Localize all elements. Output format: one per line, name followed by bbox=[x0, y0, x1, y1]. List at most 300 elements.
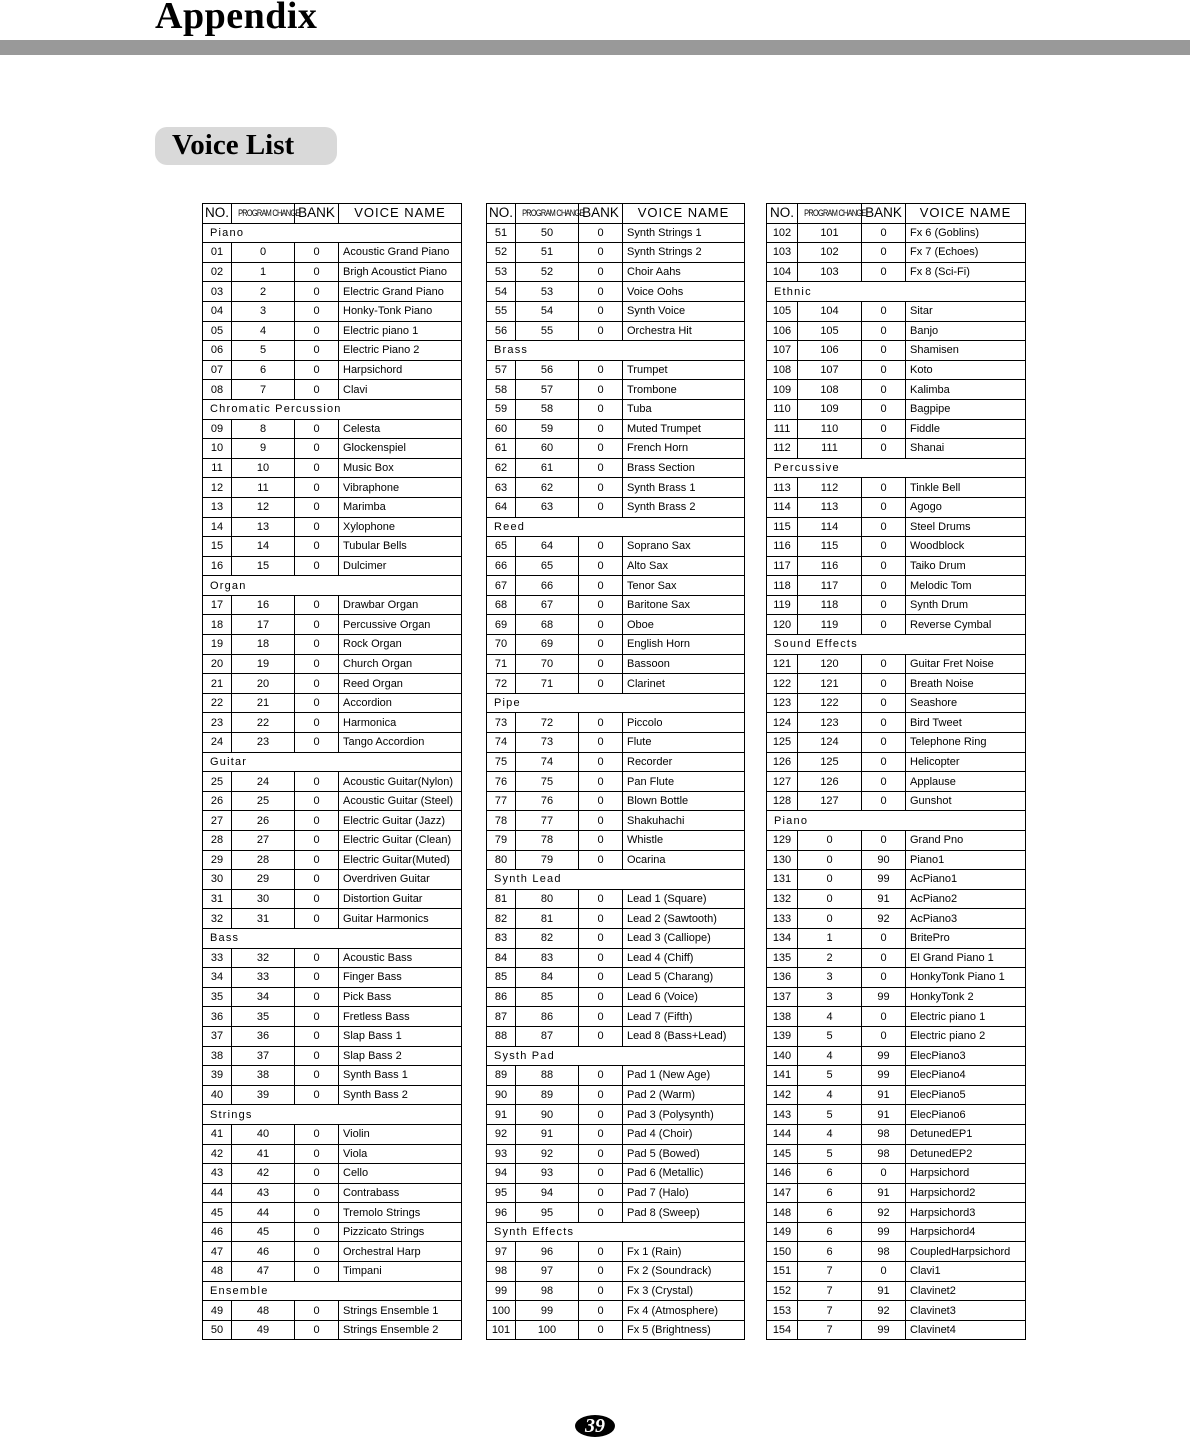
table-row bbox=[767, 1222, 1026, 1242]
voice-name: Acoustic Grand Piano bbox=[339, 243, 462, 263]
table-row bbox=[203, 301, 462, 321]
bank-value: 0 bbox=[862, 654, 906, 674]
program-change-value: 80 bbox=[516, 889, 579, 909]
bank-value: 0 bbox=[862, 948, 906, 968]
voice-number: 90 bbox=[487, 1085, 516, 1105]
voice-name: Harpsichord4 bbox=[906, 1222, 1026, 1242]
bank-value: 0 bbox=[862, 497, 906, 517]
bank-value: 0 bbox=[295, 380, 339, 400]
voice-name: Cello bbox=[339, 1164, 462, 1184]
voice-name: Alto Sax bbox=[623, 556, 745, 576]
bank-value: 0 bbox=[862, 556, 906, 576]
voice-name: Pizzicato Strings bbox=[339, 1222, 462, 1242]
voice-number: 17 bbox=[203, 595, 232, 615]
voice-number: 58 bbox=[487, 380, 516, 400]
voice-name: ElecPiano4 bbox=[906, 1066, 1026, 1086]
bank-value: 0 bbox=[579, 987, 623, 1007]
bank-value: 0 bbox=[862, 360, 906, 380]
bank-value: 0 bbox=[295, 987, 339, 1007]
voice-number: 24 bbox=[203, 733, 232, 753]
program-change-value: 105 bbox=[798, 321, 862, 341]
voice-name: Violin bbox=[339, 1124, 462, 1144]
voice-name: Soprano Sax bbox=[623, 537, 745, 557]
bank-value: 0 bbox=[295, 341, 339, 361]
program-change-value: 0 bbox=[798, 831, 862, 851]
bank-value: 0 bbox=[579, 831, 623, 851]
voice-number: 103 bbox=[767, 243, 798, 263]
bank-value: 0 bbox=[862, 321, 906, 341]
bank-value: 0 bbox=[295, 537, 339, 557]
bank-value: 0 bbox=[579, 772, 623, 792]
table-row bbox=[487, 380, 745, 400]
voice-name: Lead 8 (Bass+Lead) bbox=[623, 1026, 745, 1046]
bank-value: 0 bbox=[862, 380, 906, 400]
voice-number: 79 bbox=[487, 831, 516, 851]
program-change-value: 0 bbox=[798, 870, 862, 890]
section-heading-box bbox=[155, 127, 337, 165]
voice-name: Timpani bbox=[339, 1262, 462, 1282]
voice-number: 141 bbox=[767, 1066, 798, 1086]
program-change-value: 4 bbox=[798, 1085, 862, 1105]
voice-name: Fx 5 (Brightness) bbox=[623, 1320, 745, 1340]
table-row bbox=[767, 1105, 1026, 1125]
table-row bbox=[203, 889, 462, 909]
table-row bbox=[767, 1301, 1026, 1321]
voice-number: 25 bbox=[203, 772, 232, 792]
voice-number: 61 bbox=[487, 439, 516, 459]
bank-value: 0 bbox=[579, 1105, 623, 1125]
table-row bbox=[203, 458, 462, 478]
bank-value: 0 bbox=[579, 243, 623, 263]
program-change-value: 71 bbox=[516, 674, 579, 694]
bank-value: 0 bbox=[579, 1144, 623, 1164]
table-row bbox=[487, 674, 745, 694]
bank-value: 0 bbox=[295, 1320, 339, 1340]
voice-name: Fx 3 (Crystal) bbox=[623, 1281, 745, 1301]
bank-value: 99 bbox=[862, 1046, 906, 1066]
voice-name: Blown Bottle bbox=[623, 791, 745, 811]
voice-number: 11 bbox=[203, 458, 232, 478]
bank-value: 0 bbox=[579, 1262, 623, 1282]
bank-value: 0 bbox=[862, 968, 906, 988]
voice-number: 120 bbox=[767, 615, 798, 635]
table-row bbox=[203, 282, 462, 302]
voice-number: 78 bbox=[487, 811, 516, 831]
program-change-value: 112 bbox=[798, 478, 862, 498]
category-label: Systh Pad bbox=[487, 1046, 745, 1066]
program-change-value: 75 bbox=[516, 772, 579, 792]
voice-name: DetunedEP1 bbox=[906, 1124, 1026, 1144]
voice-name: Clarinet bbox=[623, 674, 745, 694]
table-row bbox=[203, 1144, 462, 1164]
table-row bbox=[203, 1007, 462, 1027]
category-label: Synth Lead bbox=[487, 870, 745, 890]
voice-number: 29 bbox=[203, 850, 232, 870]
voice-name: Voice Oohs bbox=[623, 282, 745, 302]
bank-value: 0 bbox=[295, 1144, 339, 1164]
voice-number: 124 bbox=[767, 713, 798, 733]
program-change-value: 20 bbox=[232, 674, 295, 694]
table-row bbox=[487, 772, 745, 792]
program-change-value: 25 bbox=[232, 791, 295, 811]
voice-name: Synth Bass 2 bbox=[339, 1085, 462, 1105]
table-row bbox=[487, 635, 745, 655]
program-change-value: 59 bbox=[516, 419, 579, 439]
voice-name: Rock Organ bbox=[339, 635, 462, 655]
voice-name: Choir Aahs bbox=[623, 262, 745, 282]
voice-number: 145 bbox=[767, 1144, 798, 1164]
bank-value: 0 bbox=[295, 654, 339, 674]
program-change-value: 26 bbox=[232, 811, 295, 831]
voice-number: 18 bbox=[203, 615, 232, 635]
voice-name: CoupledHarpsichord bbox=[906, 1242, 1026, 1262]
program-change-value: 49 bbox=[232, 1320, 295, 1340]
bank-value: 0 bbox=[579, 889, 623, 909]
voice-number: 97 bbox=[487, 1242, 516, 1262]
program-change-value: 2 bbox=[232, 282, 295, 302]
bank-value: 0 bbox=[295, 1164, 339, 1184]
voice-number: 109 bbox=[767, 380, 798, 400]
bank-value: 0 bbox=[579, 615, 623, 635]
bank-value: 0 bbox=[862, 1026, 906, 1046]
bank-value: 91 bbox=[862, 1183, 906, 1203]
table-row bbox=[487, 497, 745, 517]
table-row bbox=[487, 537, 745, 557]
voice-number: 87 bbox=[487, 1007, 516, 1027]
program-change-value: 87 bbox=[516, 1026, 579, 1046]
program-change-value: 16 bbox=[232, 595, 295, 615]
voice-name: Trumpet bbox=[623, 360, 745, 380]
voice-name: Finger Bass bbox=[339, 968, 462, 988]
program-change-value: 3 bbox=[798, 968, 862, 988]
voice-table-2 bbox=[486, 203, 745, 1340]
program-change-value: 9 bbox=[232, 439, 295, 459]
program-change-value: 4 bbox=[232, 321, 295, 341]
voice-name: Breath Noise bbox=[906, 674, 1026, 694]
program-change-value: 126 bbox=[798, 772, 862, 792]
voice-name: Bassoon bbox=[623, 654, 745, 674]
table-row bbox=[487, 1301, 745, 1321]
voice-name: Synth Bass 1 bbox=[339, 1066, 462, 1086]
voice-number: 102 bbox=[767, 223, 798, 243]
voice-number: 21 bbox=[203, 674, 232, 694]
category-row bbox=[767, 458, 1026, 478]
table-row bbox=[487, 1183, 745, 1203]
voice-number: 112 bbox=[767, 439, 798, 459]
program-change-value: 117 bbox=[798, 576, 862, 596]
bank-value: 0 bbox=[579, 635, 623, 655]
table-row bbox=[203, 948, 462, 968]
voice-number: 16 bbox=[203, 556, 232, 576]
program-change-value: 53 bbox=[516, 282, 579, 302]
voice-number: 84 bbox=[487, 948, 516, 968]
voice-number: 96 bbox=[487, 1203, 516, 1223]
bank-value: 0 bbox=[295, 870, 339, 890]
program-change-value: 58 bbox=[516, 399, 579, 419]
program-change-value: 35 bbox=[232, 1007, 295, 1027]
bank-value: 0 bbox=[579, 1066, 623, 1086]
table-row bbox=[767, 1007, 1026, 1027]
table-row bbox=[487, 987, 745, 1007]
voice-name: Baritone Sax bbox=[623, 595, 745, 615]
voice-number: 119 bbox=[767, 595, 798, 615]
voice-number: 31 bbox=[203, 889, 232, 909]
voice-number: 135 bbox=[767, 948, 798, 968]
voice-number: 98 bbox=[487, 1262, 516, 1282]
table-row bbox=[767, 243, 1026, 263]
table-row bbox=[487, 1026, 745, 1046]
voice-number: 09 bbox=[203, 419, 232, 439]
table-row bbox=[487, 576, 745, 596]
bank-value: 0 bbox=[295, 635, 339, 655]
voice-number: 49 bbox=[203, 1301, 232, 1321]
table-row bbox=[767, 223, 1026, 243]
bank-value: 99 bbox=[862, 987, 906, 1007]
bank-value: 0 bbox=[862, 1262, 906, 1282]
table-header-row bbox=[767, 204, 1026, 224]
voice-name: Clavi1 bbox=[906, 1262, 1026, 1282]
voice-name: Fx 6 (Goblins) bbox=[906, 223, 1026, 243]
table-row bbox=[767, 478, 1026, 498]
category-label: Strings bbox=[203, 1105, 462, 1125]
bank-value: 92 bbox=[862, 1301, 906, 1321]
table-row bbox=[767, 713, 1026, 733]
bank-value: 0 bbox=[579, 1301, 623, 1321]
bank-value: 0 bbox=[295, 478, 339, 498]
bank-value: 0 bbox=[295, 831, 339, 851]
program-change-value: 102 bbox=[798, 243, 862, 263]
voice-name: Orchestra Hit bbox=[623, 321, 745, 341]
voice-number: 33 bbox=[203, 948, 232, 968]
table-row bbox=[487, 850, 745, 870]
bank-value: 92 bbox=[862, 1203, 906, 1223]
program-change-value: 7 bbox=[798, 1262, 862, 1282]
table-row bbox=[487, 654, 745, 674]
voice-number: 50 bbox=[203, 1320, 232, 1340]
bank-value: 90 bbox=[862, 850, 906, 870]
voice-number: 100 bbox=[487, 1301, 516, 1321]
program-change-value: 1 bbox=[798, 928, 862, 948]
program-change-value: 67 bbox=[516, 595, 579, 615]
voice-name: Koto bbox=[906, 360, 1026, 380]
bank-value: 0 bbox=[579, 733, 623, 753]
table-row bbox=[767, 1281, 1026, 1301]
table-row bbox=[767, 1164, 1026, 1184]
bank-value: 99 bbox=[862, 1222, 906, 1242]
voice-number: 01 bbox=[203, 243, 232, 263]
table-row bbox=[487, 1066, 745, 1086]
program-change-value: 5 bbox=[798, 1066, 862, 1086]
voice-name: Bird Tweet bbox=[906, 713, 1026, 733]
table-row bbox=[767, 889, 1026, 909]
voice-number: 136 bbox=[767, 968, 798, 988]
table-row bbox=[203, 595, 462, 615]
voice-name: Acoustic Guitar (Steel) bbox=[339, 791, 462, 811]
voice-number: 38 bbox=[203, 1046, 232, 1066]
bank-value: 0 bbox=[295, 1183, 339, 1203]
voice-name: Acoustic Guitar(Nylon) bbox=[339, 772, 462, 792]
voice-name: Overdriven Guitar bbox=[339, 870, 462, 890]
program-change-value: 90 bbox=[516, 1105, 579, 1125]
voice-name: Pad 8 (Sweep) bbox=[623, 1203, 745, 1223]
table-row bbox=[767, 341, 1026, 361]
voice-number: 26 bbox=[203, 791, 232, 811]
voice-number: 80 bbox=[487, 850, 516, 870]
category-row bbox=[487, 1222, 745, 1242]
col-no-header: NO. bbox=[203, 204, 232, 224]
voice-name: Tinkle Bell bbox=[906, 478, 1026, 498]
program-change-value: 39 bbox=[232, 1085, 295, 1105]
table-row bbox=[487, 439, 745, 459]
program-change-value: 111 bbox=[798, 439, 862, 459]
voice-number: 59 bbox=[487, 399, 516, 419]
bank-value: 0 bbox=[579, 713, 623, 733]
voice-number: 51 bbox=[487, 223, 516, 243]
program-change-value: 70 bbox=[516, 654, 579, 674]
category-label: Guitar bbox=[203, 752, 462, 772]
program-change-value: 65 bbox=[516, 556, 579, 576]
voice-number: 104 bbox=[767, 262, 798, 282]
voice-name: Banjo bbox=[906, 321, 1026, 341]
program-change-value: 0 bbox=[232, 243, 295, 263]
bank-value: 0 bbox=[579, 458, 623, 478]
program-change-value: 4 bbox=[798, 1124, 862, 1144]
voice-name: Honky-Tonk Piano bbox=[339, 301, 462, 321]
program-change-value: 28 bbox=[232, 850, 295, 870]
table-row bbox=[767, 399, 1026, 419]
bank-value: 0 bbox=[579, 752, 623, 772]
program-change-value: 7 bbox=[798, 1301, 862, 1321]
bank-value: 0 bbox=[579, 576, 623, 596]
table-row bbox=[767, 380, 1026, 400]
bank-value: 91 bbox=[862, 1281, 906, 1301]
bank-value: 0 bbox=[295, 674, 339, 694]
program-change-value: 27 bbox=[232, 831, 295, 851]
voice-table-3 bbox=[766, 203, 1026, 1340]
category-row bbox=[203, 223, 462, 243]
bank-value: 91 bbox=[862, 1085, 906, 1105]
bank-value: 0 bbox=[295, 850, 339, 870]
table-row bbox=[487, 889, 745, 909]
voice-name: Tremolo Strings bbox=[339, 1203, 462, 1223]
voice-name: Piano1 bbox=[906, 850, 1026, 870]
bank-value: 0 bbox=[295, 1085, 339, 1105]
program-change-value: 99 bbox=[516, 1301, 579, 1321]
bank-value: 0 bbox=[579, 360, 623, 380]
voice-name: Harmonica bbox=[339, 713, 462, 733]
table-row bbox=[767, 1320, 1026, 1340]
program-change-value: 72 bbox=[516, 713, 579, 733]
voice-number: 37 bbox=[203, 1026, 232, 1046]
bank-value: 0 bbox=[579, 1164, 623, 1184]
voice-number: 15 bbox=[203, 537, 232, 557]
table-row bbox=[203, 1164, 462, 1184]
voice-name: Drawbar Organ bbox=[339, 595, 462, 615]
program-change-value: 68 bbox=[516, 615, 579, 635]
bank-value: 98 bbox=[862, 1242, 906, 1262]
voice-name: Melodic Tom bbox=[906, 576, 1026, 596]
table-row bbox=[767, 497, 1026, 517]
voice-name: Woodblock bbox=[906, 537, 1026, 557]
bank-value: 0 bbox=[295, 968, 339, 988]
table-row bbox=[203, 243, 462, 263]
voice-number: 39 bbox=[203, 1066, 232, 1086]
table-row bbox=[767, 439, 1026, 459]
bank-value: 0 bbox=[295, 1262, 339, 1282]
voice-name: Xylophone bbox=[339, 517, 462, 537]
program-change-value: 110 bbox=[798, 419, 862, 439]
bank-value: 0 bbox=[579, 380, 623, 400]
voice-number: 48 bbox=[203, 1262, 232, 1282]
program-change-value: 23 bbox=[232, 733, 295, 753]
voice-name: Fx 2 (Soundrack) bbox=[623, 1262, 745, 1282]
voice-number: 126 bbox=[767, 752, 798, 772]
table-row bbox=[487, 1281, 745, 1301]
voice-number: 77 bbox=[487, 791, 516, 811]
table-row bbox=[487, 1320, 745, 1340]
table-row bbox=[767, 1026, 1026, 1046]
program-change-value: 7 bbox=[798, 1320, 862, 1340]
table-row bbox=[487, 1164, 745, 1184]
voice-number: 22 bbox=[203, 693, 232, 713]
bank-value: 0 bbox=[862, 928, 906, 948]
voice-number: 56 bbox=[487, 321, 516, 341]
table-row bbox=[203, 654, 462, 674]
program-change-value: 6 bbox=[798, 1203, 862, 1223]
voice-name: El Grand Piano 1 bbox=[906, 948, 1026, 968]
voice-name: Ocarina bbox=[623, 850, 745, 870]
voice-name: Church Organ bbox=[339, 654, 462, 674]
voice-number: 28 bbox=[203, 831, 232, 851]
table-row bbox=[767, 1183, 1026, 1203]
table-row bbox=[487, 1105, 745, 1125]
table-row bbox=[487, 791, 745, 811]
voice-name: Viola bbox=[339, 1144, 462, 1164]
col-bank-header: BANK bbox=[295, 204, 339, 224]
voice-number: 106 bbox=[767, 321, 798, 341]
table-row bbox=[767, 1144, 1026, 1164]
program-change-value: 116 bbox=[798, 556, 862, 576]
program-change-value: 47 bbox=[232, 1262, 295, 1282]
program-change-value: 6 bbox=[798, 1183, 862, 1203]
bank-value: 0 bbox=[295, 889, 339, 909]
bank-value: 0 bbox=[862, 243, 906, 263]
voice-number: 95 bbox=[487, 1183, 516, 1203]
bank-value: 0 bbox=[862, 262, 906, 282]
program-change-value: 73 bbox=[516, 733, 579, 753]
voice-name: Electric piano 1 bbox=[906, 1007, 1026, 1027]
bank-value: 0 bbox=[862, 791, 906, 811]
voice-name: Reverse Cymbal bbox=[906, 615, 1026, 635]
bank-value: 0 bbox=[295, 439, 339, 459]
program-change-value: 0 bbox=[798, 889, 862, 909]
voice-number: 69 bbox=[487, 615, 516, 635]
program-change-value: 61 bbox=[516, 458, 579, 478]
voice-number: 139 bbox=[767, 1026, 798, 1046]
bank-value: 0 bbox=[579, 1183, 623, 1203]
voice-name: Lead 7 (Fifth) bbox=[623, 1007, 745, 1027]
voice-name: Vibraphone bbox=[339, 478, 462, 498]
voice-number: 128 bbox=[767, 791, 798, 811]
bank-value: 0 bbox=[862, 831, 906, 851]
voice-name: Synth Drum bbox=[906, 595, 1026, 615]
voice-name: Telephone Ring bbox=[906, 733, 1026, 753]
col-bank-header: BANK bbox=[579, 204, 623, 224]
voice-name: BritePro bbox=[906, 928, 1026, 948]
voice-number: 108 bbox=[767, 360, 798, 380]
voice-name: ElecPiano3 bbox=[906, 1046, 1026, 1066]
category-row bbox=[203, 1281, 462, 1301]
